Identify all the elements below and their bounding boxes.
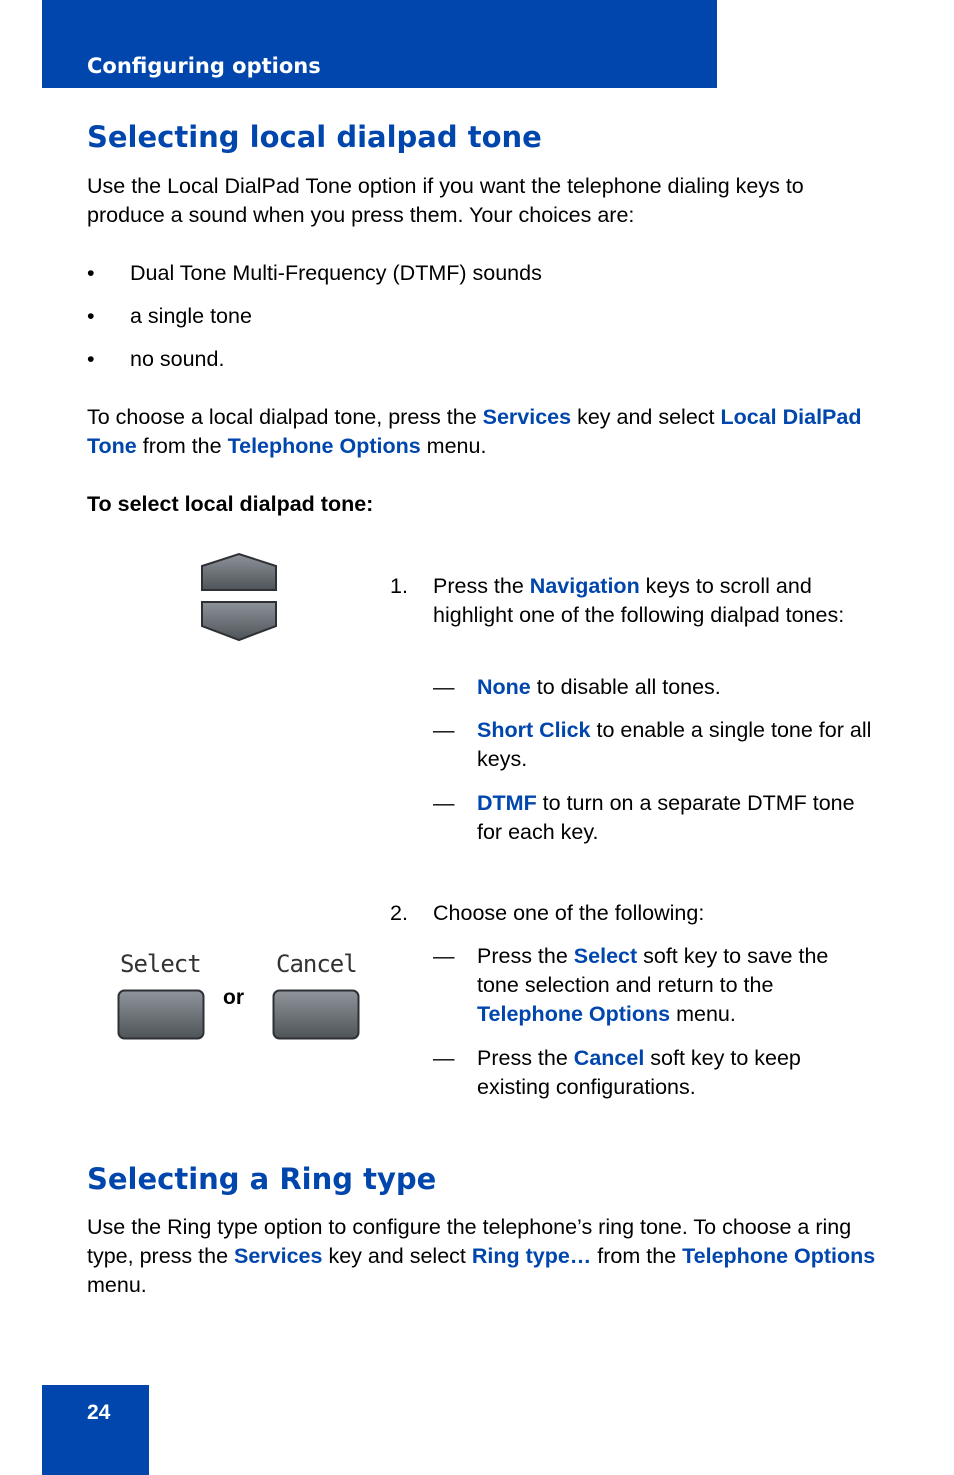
cancel-softkey-icon[interactable] — [272, 989, 360, 1041]
page-number: 24 — [87, 1401, 111, 1424]
navigation-up-key-icon[interactable] — [200, 552, 278, 592]
telephone-options-ref: Telephone Options — [682, 1244, 876, 1268]
select-softkey-label: Select — [120, 950, 201, 978]
services-key-ref: Services — [482, 405, 572, 429]
cancel-key-ref: Cancel — [573, 1046, 645, 1070]
cancel-softkey-label: Cancel — [276, 950, 357, 978]
dash-icon: — — [433, 944, 455, 968]
option-key: Short Click — [477, 718, 591, 742]
list-item-text: a single tone — [130, 304, 252, 328]
list-item-text: Dual Tone Multi-Frequency (DTMF) sounds — [130, 261, 542, 285]
step-number: 1. — [390, 574, 408, 598]
step-1-text: Press the Navigation keys to scroll and highlight one of the following dialpad tones: — [433, 574, 845, 627]
procedure-heading: To select local dialpad tone: — [87, 492, 374, 516]
ring-type-paragraph: Use the Ring type option to configure the telephone’s ring tone. To choose a ring type, press the Services key and select Ring type… from the Telephone Options menu. — [87, 1215, 876, 1297]
intro-paragraph: Use the Local DialPad Tone option if you want the telephone dialing keys to produce a sound when you press them. Your choices are: — [87, 174, 804, 227]
ring-type-ref: Ring type… — [471, 1244, 592, 1268]
navigation-key-ref: Navigation — [529, 574, 640, 598]
header-bar — [42, 0, 717, 88]
header-title: Configuring options — [87, 54, 321, 78]
dash-icon: — — [433, 675, 455, 699]
telephone-options-ref: Telephone Options — [477, 1002, 671, 1026]
step-2-text: Choose one of the following: — [433, 901, 705, 925]
bullet-icon: • — [87, 347, 95, 371]
bullet-icon: • — [87, 261, 95, 285]
select-key-ref: Select — [573, 944, 638, 968]
section-title-ring-type: Selecting a Ring type — [87, 1162, 437, 1196]
page-number-box — [42, 1385, 149, 1475]
list-item-text: no sound. — [130, 347, 225, 371]
or-label: or — [223, 986, 244, 1009]
option-key: DTMF — [477, 791, 537, 815]
services-key-ref: Services — [234, 1244, 323, 1268]
section-title-dialpad-tone: Selecting local dialpad tone — [87, 120, 542, 154]
option-key: None — [477, 675, 531, 699]
telephone-options-ref: Telephone Options — [227, 434, 421, 458]
step-number: 2. — [390, 901, 408, 925]
select-softkey-icon[interactable] — [117, 989, 205, 1041]
bullet-icon: • — [87, 304, 95, 328]
dash-icon: — — [433, 1046, 455, 1070]
navigation-down-key-icon[interactable] — [200, 600, 278, 642]
dash-icon: — — [433, 791, 455, 815]
dash-icon: — — [433, 718, 455, 742]
local-dialpad-tone-ref: Local DialPad Tone — [87, 405, 862, 458]
choose-paragraph: To choose a local dialpad tone, press the Services key and select Local DialPad Tone from the Telephone Options menu. — [87, 405, 862, 458]
